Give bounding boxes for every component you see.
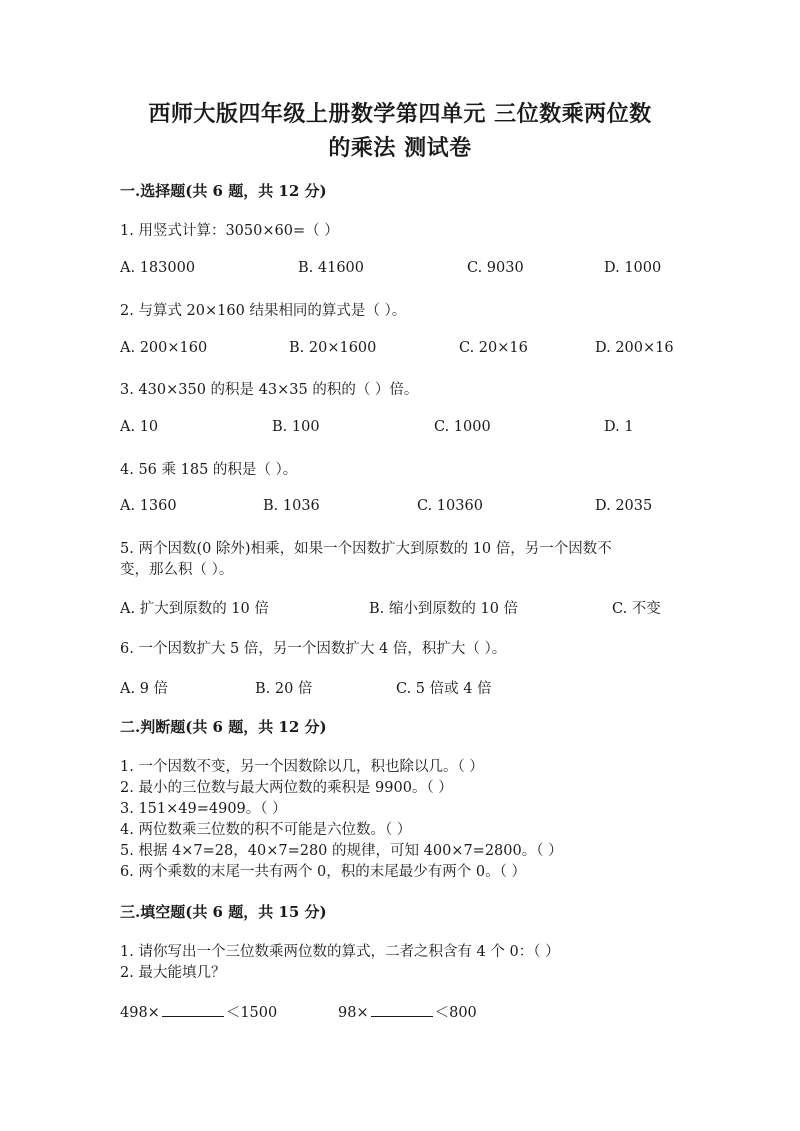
question-5: 5. 两个因数(0 除外)相乘，如果一个因数扩大到原数的 10 倍，另一个因数不 <box>120 541 612 557</box>
option-4b: B. 1036 <box>263 498 320 514</box>
question-3: 3. 430×350 的积是 43×35 的积的（ ）倍。 <box>120 382 419 398</box>
page-title-line2: 的乘法 测试卷 <box>328 135 472 161</box>
option-3c: C. 1000 <box>434 419 491 435</box>
fill-expression-2-right: ＜800 <box>434 1005 477 1021</box>
section-heading-choice: 一.选择题(共 6 题，共 12 分) <box>120 182 327 200</box>
option-3a: A. 10 <box>120 419 159 435</box>
fill-expression-2 <box>338 1001 477 1022</box>
fill-item-2: 2. 最大能填几？ <box>120 965 226 981</box>
judgement-item-1: 1. 一个因数不变，另一个因数除以几，积也除以几。（ ） <box>120 759 484 775</box>
question-2: 2. 与算式 20×160 结果相同的算式是（ ）。 <box>120 303 407 319</box>
answer-blank-1[interactable] <box>162 1002 224 1017</box>
option-2c: C. 20×16 <box>459 340 528 356</box>
question-1: 1. 用竖式计算：3050×60=（ ） <box>120 223 339 239</box>
option-5c: C. 不变 <box>612 601 661 617</box>
option-5a: A. 扩大到原数的 10 倍 <box>120 601 269 617</box>
option-1a: A. 183000 <box>120 260 196 276</box>
judgement-item-2: 2. 最小的三位数与最大两位数的乘积是 9900。（ ） <box>120 780 453 796</box>
question-6: 6. 一个因数扩大 5 倍，另一个因数扩大 4 倍，积扩大（ ）。 <box>120 641 507 657</box>
fill-expression-1-right: ＜1500 <box>225 1005 278 1021</box>
option-2a: A. 200×160 <box>120 340 208 356</box>
judgement-item-5: 5. 根据 4×7=28，40×7=280 的规律，可知 400×7=2800。（ ） <box>120 843 563 859</box>
option-4c: C. 10360 <box>417 498 483 514</box>
option-1c: C. 9030 <box>467 260 524 276</box>
option-4d: D. 2035 <box>595 498 653 514</box>
option-1b: B. 41600 <box>298 260 365 276</box>
option-2b: B. 20×1600 <box>289 340 377 356</box>
fill-item-1: 1. 请你写出一个三位数乘两位数的算式，二者之积含有 4 个 0：（ ） <box>120 944 560 960</box>
option-6c: C. 5 倍或 4 倍 <box>396 681 492 697</box>
section-heading-fill: 三.填空题(共 6 题，共 15 分) <box>120 903 327 921</box>
page-title-line1: 西师大版四年级上册数学第四单元 三位数乘两位数 <box>148 101 652 127</box>
fill-expression-1 <box>120 1001 277 1022</box>
option-3b: B. 100 <box>272 419 320 435</box>
judgement-item-6: 6. 两个乘数的末尾一共有两个 0，积的末尾最少有两个 0。（ ） <box>120 864 526 880</box>
fill-expression-2-left: 98× <box>338 1005 369 1021</box>
question-5-cont: 变，那么积（ ）。 <box>120 562 234 578</box>
question-4: 4. 56 乘 185 的积是（ ）。 <box>120 462 298 478</box>
option-6a: A. 9 倍 <box>120 681 169 697</box>
section-heading-judgement: 二.判断题(共 6 题，共 12 分) <box>120 718 327 736</box>
option-4a: A. 1360 <box>120 498 177 514</box>
fill-expression-1-left: 498× <box>120 1005 160 1021</box>
answer-blank-2[interactable] <box>371 1002 433 1017</box>
option-1d: D. 1000 <box>604 260 662 276</box>
option-5b: B. 缩小到原数的 10 倍 <box>369 601 519 617</box>
judgement-item-4: 4. 两位数乘三位数的积不可能是六位数。（ ） <box>120 822 412 838</box>
option-2d: D. 200×16 <box>595 340 674 356</box>
judgement-item-3: 3. 151×49=4909。（ ） <box>120 801 287 817</box>
option-3d: D. 1 <box>604 419 634 435</box>
option-6b: B. 20 倍 <box>255 681 313 697</box>
